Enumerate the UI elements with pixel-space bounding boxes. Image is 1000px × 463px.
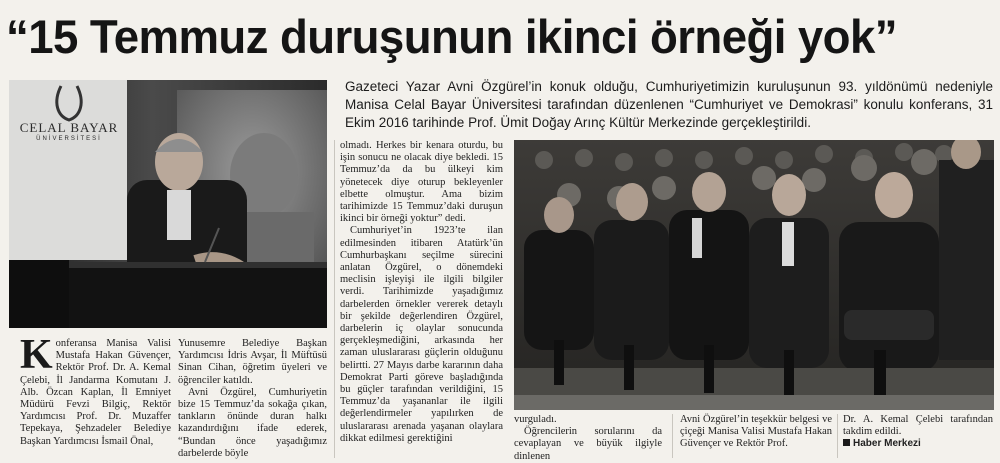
text-column-3 <box>340 140 503 456</box>
column-2-paragraph-2: Avni Özgürel, Cumhuriyetin bize 15 Temmuz’da sokağa çıkan, tankların önünde duran halkı kazandırdığını ifade ederek, “Bundan önce yaşadığımız darbelerde böyle <box>178 386 327 459</box>
audience-photo-illustration <box>514 140 994 410</box>
lead-paragraph: Gazeteci Yazar Avni Özgürel’in konuk olduğu, Cumhuriyetimizin kuruluşunun 93. yıldönümü nedeniyle Manisa Celal Bayar Üniversitesi tarafından düzenlenen “Cumhuriyet ve Demokrasi” konulu konferans, 31 Ekim 2016 tarihinde Prof. Ümit Doğay Arınç Kültür Merkezinde gerçekleştirildi. <box>345 79 993 130</box>
university-logo-text: CELAL BAYAR <box>19 120 119 135</box>
speaker-photo-illustration <box>9 80 327 328</box>
column-2-paragraph-1: Yunusemre Belediye Başkan Yardımcısı İdris Avşar, İl Müftüsü Sinan Cihan, öğretim üyeleri ve öğrenciler katıldı. <box>178 338 327 386</box>
text-column-2 <box>178 338 327 459</box>
column-5-paragraph: Avni Özgürel’in teşekkür belgesi ve çiçeği Manisa Valisi Mustafa Hakan Güvençer ve Rektör Prof. <box>680 414 833 450</box>
column-divider <box>672 414 673 458</box>
drop-cap: K <box>20 332 53 378</box>
text-column-5 <box>680 414 832 458</box>
column-6-paragraph: Dr. A. Kemal Çelebi tarafından takdim edildi. <box>843 414 993 438</box>
column-1-text: onferansa Manisa Valisi Mustafa Hakan Güvençer, Rektör Prof. Dr. A. Kemal Çelebi, İl Jandarma Komutanı J. Alb. Özcan Kaplan, İl Emniyet Müdürü Fevzi Bilgiç, Rektör Yardımcısı Prof. Dr. Muzaffer Tepekaya, Şehzadeler Belediye Başkan Yardımcısı İsmail Önal, <box>20 338 171 447</box>
byline <box>843 438 993 450</box>
column-3-paragraph-2: Cumhuriyet’in 1923’te ilan edilmesinden itibaren Atatürk’ün Cumhurbaşkanı seçilme sürecini anlatan Özgürel, o dönemdeki meclisin işleyişi ile ilgili bilgiler verdi. Tarihimizde yaşadığımız darbelerden örnekler vererek detaylı bir şekilde değerlendiren Özgürel, darbelerin iç olaylar sonucunda gerçekleşmediğini, arkasında her zaman uluslararası güçlerin olduğunu belirtti. 27 Mayıs darbe kararının daha Demokrat Parti göreve başladığında bu güçler tarafından verildiğini, 15 Temmuz’da yaşananlar ile ilgili değerlendirmeler yapılırken de uluslararası arenada yaşanan olaylara dikkat edilmesi gerektiğini <box>340 225 503 444</box>
byline-text: Haber Merkezi <box>853 438 921 450</box>
column-4-paragraph-2: Öğrencilerin sorularını da cevaplayan ve büyük ilgiyle dinlenen <box>514 426 662 462</box>
column-divider <box>334 140 335 458</box>
bleed-through-text <box>220 56 370 78</box>
column-3-paragraph-1: olmadı. Herkes bir kenara oturdu, bu işin sonucu ne olacak diye bekledi. 15 Temmuz’da da bu ülkeyi kim yönetecek diye oturup bekleyenler elbette olmuştur. Ama bizim tarihimizde 15 Temmuz’daki duruşun ikinci bir örneği yoktur” dedi. <box>340 140 503 225</box>
university-logo-subtext: ÜNİVERSİTESİ <box>36 136 102 142</box>
headline: “15 Temmuz duruşunun ikinci örneği yok” <box>6 10 897 63</box>
text-column-1 <box>20 332 171 456</box>
speaker-photo <box>9 80 327 328</box>
text-column-6 <box>843 414 993 458</box>
column-4-paragraph-1: vurguladı. <box>514 414 557 425</box>
square-bullet-icon <box>843 439 850 446</box>
column-divider <box>837 414 838 458</box>
text-column-4 <box>514 414 662 462</box>
audience-photo <box>514 140 994 410</box>
